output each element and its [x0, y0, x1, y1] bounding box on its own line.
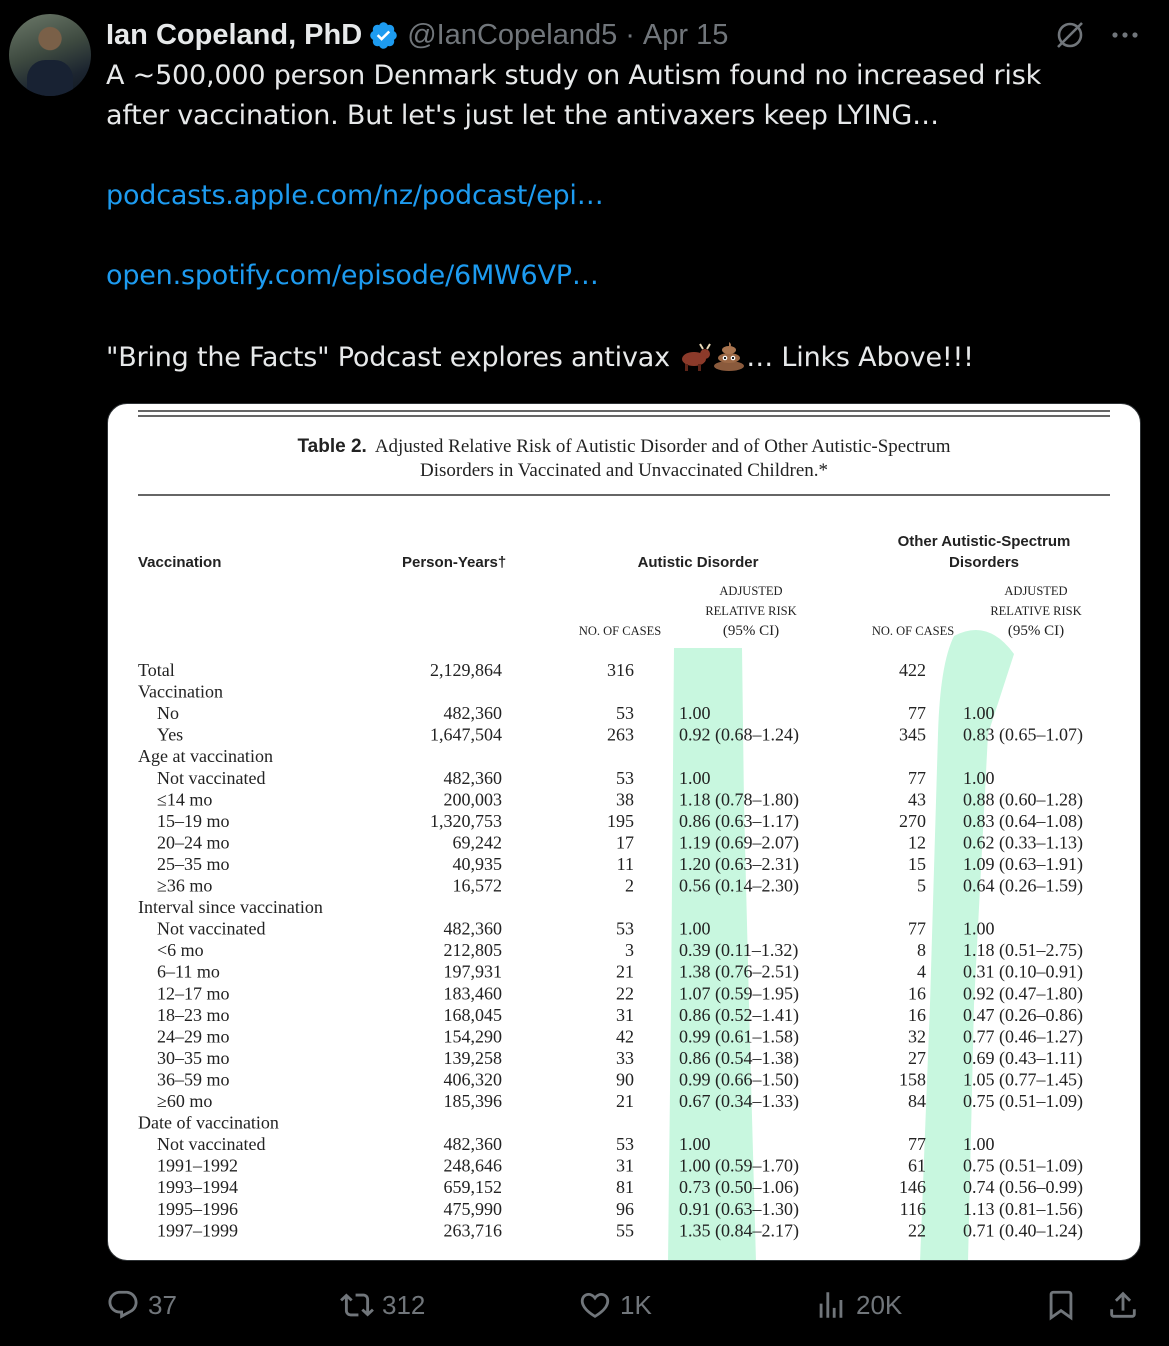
table-cell-other-cases: 158	[899, 1069, 926, 1090]
table-row-label: ≥36 mo	[157, 875, 213, 896]
table-image	[108, 404, 1141, 1261]
col-header-person-years: Person-Years†	[402, 554, 507, 571]
table-cell-other-rr: 1.09 (0.63–1.91)	[963, 853, 1083, 874]
table-cell-other-cases: 77	[908, 703, 926, 724]
bull-emoji-icon	[678, 342, 712, 372]
table-cell-autistic-cases: 81	[616, 1177, 634, 1198]
table-cell-autistic-rr: 1.18 (0.78–1.80)	[679, 789, 799, 810]
table-cell-person-years: 659,152	[443, 1177, 502, 1198]
table-cell-autistic-rr: 0.99 (0.61–1.58)	[679, 1026, 799, 1047]
table-row-label: Not vaccinated	[157, 918, 266, 939]
table-cell-person-years: 40,935	[452, 853, 502, 874]
table-cell-person-years: 200,003	[443, 789, 502, 810]
table-cell-other-rr: 1.00	[963, 1134, 995, 1155]
table-cell-person-years: 482,360	[443, 1134, 502, 1155]
share-button[interactable]	[1106, 1288, 1148, 1322]
avatar[interactable]	[9, 14, 91, 96]
tweet-text-line-1: A ~500,000 person Denmark study on Autism found no increased risk	[106, 60, 1042, 91]
table-cell-autistic-rr: 1.07 (0.59–1.95)	[679, 983, 799, 1004]
table-cell-other-cases: 15	[908, 853, 926, 874]
col-header-other-line-1: Other Autistic-Spectrum	[897, 533, 1071, 550]
table-cell-other-rr: 0.88 (0.60–1.28)	[963, 789, 1083, 810]
verified-badge-icon	[368, 20, 399, 51]
repost-button[interactable]	[340, 1288, 425, 1322]
table-cell-autistic-cases: 316	[607, 660, 634, 680]
table-row-label: Age at vaccination	[138, 746, 273, 767]
table-row-label: 18–23 mo	[157, 1004, 230, 1025]
table-row-label: 15–19 mo	[157, 810, 230, 831]
table-row-label: Date of vaccination	[138, 1112, 279, 1133]
table-cell-person-years: 139,258	[443, 1047, 502, 1068]
table-row-label: 12–17 mo	[157, 983, 230, 1004]
table-row-label: 25–35 mo	[157, 853, 230, 874]
table-cell-autistic-cases: 53	[616, 918, 634, 939]
subheader-cases-2: NO. OF CASES	[871, 624, 955, 638]
table-cell-autistic-rr: 0.92 (0.68–1.24)	[679, 724, 799, 745]
table-cell-person-years: 197,931	[443, 961, 502, 982]
table-cell-autistic-rr: 0.99 (0.66–1.50)	[679, 1069, 799, 1090]
table-cell-person-years: 168,045	[443, 1004, 502, 1025]
table-cell-autistic-rr: 0.86 (0.54–1.38)	[679, 1047, 799, 1068]
table-cell-person-years: 248,646	[443, 1155, 502, 1176]
separator-dot: ·	[625, 18, 635, 51]
table-cell-other-cases: 146	[899, 1177, 926, 1198]
table-cell-autistic-rr: 0.39 (0.11–1.32)	[679, 940, 799, 961]
table-cell-autistic-rr: 1.00	[679, 918, 711, 939]
table-cell-person-years: 69,242	[452, 832, 502, 853]
table-cell-autistic-cases: 42	[616, 1026, 634, 1047]
table-cell-person-years: 475,990	[443, 1198, 502, 1219]
table-cell-autistic-cases: 31	[616, 1155, 634, 1176]
poop-emoji-icon	[712, 340, 746, 372]
subheader-ci-1: (95% CI)	[722, 623, 780, 639]
table-cell-other-cases: 8	[917, 940, 926, 961]
subheader-relative-risk-1: RELATIVE RISK	[705, 604, 797, 618]
table-cell-person-years: 482,360	[443, 918, 502, 939]
table-cell-person-years: 482,360	[443, 703, 502, 724]
apple-podcast-link[interactable]: podcasts.apple.com/nz/podcast/epi…	[106, 180, 604, 211]
subheader-relative-risk-2: RELATIVE RISK	[990, 604, 1082, 618]
views-button[interactable]	[814, 1288, 902, 1322]
table-row-label: ≤14 mo	[157, 789, 213, 810]
table-cell-autistic-rr: 1.00 (0.59–1.70)	[679, 1155, 799, 1176]
table-cell-autistic-cases: 31	[616, 1004, 634, 1025]
spotify-link[interactable]: open.spotify.com/episode/6MW6VP…	[106, 260, 599, 291]
table-row-label: 24–29 mo	[157, 1026, 230, 1047]
table-cell-other-rr: 0.64 (0.26–1.59)	[963, 875, 1083, 896]
table-cell-other-rr: 1.00	[963, 918, 995, 939]
table-cell-other-rr: 0.62 (0.33–1.13)	[963, 832, 1083, 853]
table-cell-autistic-cases: 55	[616, 1220, 634, 1241]
tweet-text-suffix: … Links Above!!!	[746, 342, 974, 373]
table-cell-other-cases: 77	[908, 1134, 926, 1155]
table-cell-person-years: 212,805	[443, 940, 502, 961]
table-cell-other-rr: 1.00	[963, 767, 995, 788]
grok-icon[interactable]	[1053, 18, 1087, 52]
table-cell-other-cases: 22	[908, 1220, 926, 1241]
action-bar	[0, 1284, 1169, 1330]
table-cell-other-cases: 43	[908, 789, 926, 810]
table-cell-autistic-cases: 11	[616, 853, 634, 874]
col-header-autistic: Autistic Disorder	[637, 554, 759, 571]
table-row-label: <6 mo	[157, 940, 204, 961]
table-cell-autistic-cases: 195	[607, 810, 634, 831]
subheader-cases-1: NO. OF CASES	[578, 624, 662, 638]
table-cell-other-rr: 0.47 (0.26–0.86)	[963, 1004, 1083, 1025]
table-cell-autistic-rr: 0.86 (0.52–1.41)	[679, 1004, 799, 1025]
table-row-label: 1995–1996	[157, 1198, 238, 1219]
subheader-adjusted-1: ADJUSTED	[719, 584, 783, 598]
share-icon	[1106, 1288, 1140, 1322]
table-cell-other-cases: 16	[908, 1004, 926, 1025]
table-cell-autistic-cases: 33	[616, 1047, 634, 1068]
table-cell-autistic-cases: 53	[616, 767, 634, 788]
table-cell-person-years: 482,360	[443, 767, 502, 788]
table-row-label: Not vaccinated	[157, 1134, 266, 1155]
table-cell-autistic-cases: 21	[616, 961, 634, 982]
reply-count: 37	[148, 1289, 177, 1320]
table-row-label: Total	[138, 660, 175, 680]
table-row-label: 1997–1999	[157, 1220, 238, 1241]
table-cell-autistic-rr: 1.00	[679, 1134, 711, 1155]
table-row-label: ≥60 mo	[157, 1091, 213, 1111]
table-cell-other-rr: 0.75 (0.51–1.09)	[963, 1091, 1083, 1111]
views-icon	[814, 1288, 848, 1322]
like-button[interactable]	[578, 1288, 652, 1322]
table-cell-other-rr: 1.05 (0.77–1.45)	[963, 1069, 1083, 1090]
table-cell-other-cases: 422	[899, 660, 926, 680]
table-cell-autistic-rr: 0.67 (0.34–1.33)	[679, 1091, 799, 1111]
table-cell-person-years: 1,647,504	[430, 724, 502, 745]
table-row-label: Vaccination	[138, 681, 223, 702]
table-cell-other-cases: 16	[908, 983, 926, 1004]
table-cell-autistic-cases: 3	[625, 940, 634, 961]
table-title-text-1: Adjusted Relative Risk of Autistic Disorder and of Other Autistic-Spectrum	[374, 436, 951, 457]
table-row-label: Interval since vaccination	[138, 897, 323, 918]
table-cell-other-rr: 0.71 (0.40–1.24)	[963, 1220, 1083, 1241]
bookmark-button[interactable]	[1044, 1288, 1086, 1322]
table-cell-other-rr: 0.92 (0.47–1.80)	[963, 983, 1083, 1004]
table-cell-other-cases: 77	[908, 767, 926, 788]
table-cell-other-rr: 0.75 (0.51–1.09)	[963, 1155, 1083, 1176]
table-cell-other-rr: 0.74 (0.56–0.99)	[963, 1177, 1083, 1198]
table-cell-other-cases: 61	[908, 1155, 926, 1176]
table-cell-person-years: 263,716	[443, 1220, 502, 1241]
table-cell-autistic-rr: 1.00	[679, 767, 711, 788]
table-cell-other-cases: 345	[899, 724, 926, 745]
table-image-card[interactable]	[107, 403, 1141, 1261]
table-cell-other-cases: 270	[899, 810, 926, 831]
table-cell-other-cases: 77	[908, 918, 926, 939]
subheader-adjusted-2: ADJUSTED	[1004, 584, 1068, 598]
author-handle[interactable]: @IanCopeland5	[407, 18, 618, 51]
table-cell-other-cases: 4	[917, 961, 926, 982]
table-cell-other-rr: 1.13 (0.81–1.56)	[963, 1198, 1083, 1219]
table-cell-autistic-rr: 1.00	[679, 703, 711, 724]
tweet-header	[106, 14, 728, 56]
table-cell-autistic-cases: 53	[616, 1134, 634, 1155]
subheader-ci-2: (95% CI)	[1007, 623, 1065, 639]
table-cell-other-rr: 1.00	[963, 703, 995, 724]
table-cell-autistic-cases: 17	[616, 832, 634, 853]
table-row-label: 6–11 mo	[157, 961, 220, 982]
table-cell-person-years: 154,290	[443, 1026, 502, 1047]
table-cell-autistic-cases: 263	[607, 724, 634, 745]
table-cell-other-cases: 32	[908, 1026, 926, 1047]
table-cell-autistic-rr: 0.91 (0.63–1.30)	[679, 1198, 799, 1219]
table-cell-other-cases: 12	[908, 832, 926, 853]
table-row-label: Yes	[157, 724, 184, 745]
table-cell-autistic-rr: 1.38 (0.76–2.51)	[679, 961, 799, 982]
table-number: Table 2.	[297, 436, 367, 457]
table-cell-autistic-rr: 0.56 (0.14–2.30)	[679, 875, 799, 896]
table-cell-other-cases: 5	[917, 875, 926, 896]
table-cell-other-cases: 27	[908, 1047, 926, 1068]
table-cell-autistic-rr: 1.20 (0.63–2.31)	[679, 853, 799, 874]
table-cell-autistic-rr: 0.73 (0.50–1.06)	[679, 1177, 799, 1198]
table-title-line-2: Disorders in Vaccinated and Unvaccinated Children.*	[419, 460, 829, 481]
table-title-line-1	[297, 436, 950, 457]
table-cell-person-years: 183,460	[443, 983, 502, 1004]
like-count: 1K	[620, 1289, 652, 1320]
table-cell-person-years: 406,320	[443, 1069, 502, 1090]
table-cell-autistic-cases: 53	[616, 703, 634, 724]
table-cell-other-rr: 0.31 (0.10–0.91)	[963, 961, 1083, 982]
reply-icon	[106, 1288, 140, 1322]
table-cell-other-rr: 1.18 (0.51–2.75)	[963, 940, 1083, 961]
table-cell-other-rr: 0.83 (0.65–1.07)	[963, 724, 1083, 745]
heart-icon	[578, 1288, 612, 1322]
reply-button[interactable]	[106, 1288, 177, 1322]
table-cell-other-rr: 0.83 (0.64–1.08)	[963, 810, 1083, 831]
table-cell-other-cases: 84	[908, 1091, 926, 1111]
tweet-text-line-5	[106, 340, 974, 373]
col-header-vaccination: Vaccination	[138, 554, 222, 571]
table-cell-autistic-rr: 1.35 (0.84–2.17)	[679, 1220, 799, 1241]
more-icon[interactable]	[1108, 18, 1142, 52]
table-row-label: 30–35 mo	[157, 1047, 230, 1068]
table-cell-autistic-cases: 38	[616, 789, 634, 810]
tweet-text-line-2: after vaccination. But let's just let the antivaxers keep LYING…	[106, 100, 939, 131]
table-cell-person-years: 16,572	[452, 875, 502, 896]
table-cell-autistic-cases: 96	[616, 1198, 634, 1219]
table-row-label: 1991–1992	[157, 1155, 238, 1176]
table-row-label: Not vaccinated	[157, 767, 266, 788]
table-row-label: 1993–1994	[157, 1177, 238, 1198]
table-row-label: No	[157, 703, 179, 724]
repost-icon	[340, 1288, 374, 1322]
author-name[interactable]: Ian Copeland, PhD	[106, 18, 363, 51]
table-cell-person-years: 1,320,753	[430, 810, 502, 831]
table-row-label: 20–24 mo	[157, 832, 230, 853]
bookmark-icon	[1044, 1288, 1078, 1322]
table-cell-person-years: 185,396	[443, 1091, 502, 1111]
table-cell-other-cases: 116	[899, 1198, 926, 1219]
tweet-text-prefix: "Bring the Facts" Podcast explores antivax	[106, 342, 679, 373]
views-count: 20K	[856, 1289, 903, 1320]
table-cell-person-years: 2,129,864	[430, 660, 502, 680]
table-row-label: 36–59 mo	[157, 1069, 230, 1090]
table-cell-autistic-cases: 2	[625, 875, 634, 896]
table-cell-autistic-cases: 90	[616, 1069, 634, 1090]
table-cell-autistic-rr: 1.19 (0.69–2.07)	[679, 832, 799, 853]
table-cell-other-rr: 0.69 (0.43–1.11)	[963, 1047, 1083, 1068]
table-cell-autistic-rr: 0.86 (0.63–1.17)	[679, 810, 799, 831]
table-cell-other-rr: 0.77 (0.46–1.27)	[963, 1026, 1083, 1047]
repost-count: 312	[382, 1289, 426, 1320]
table-cell-autistic-cases: 22	[616, 983, 634, 1004]
table-cell-autistic-cases: 21	[616, 1091, 634, 1111]
col-header-other-line-2: Disorders	[948, 554, 1020, 571]
tweet-date[interactable]: Apr 15	[642, 18, 729, 51]
